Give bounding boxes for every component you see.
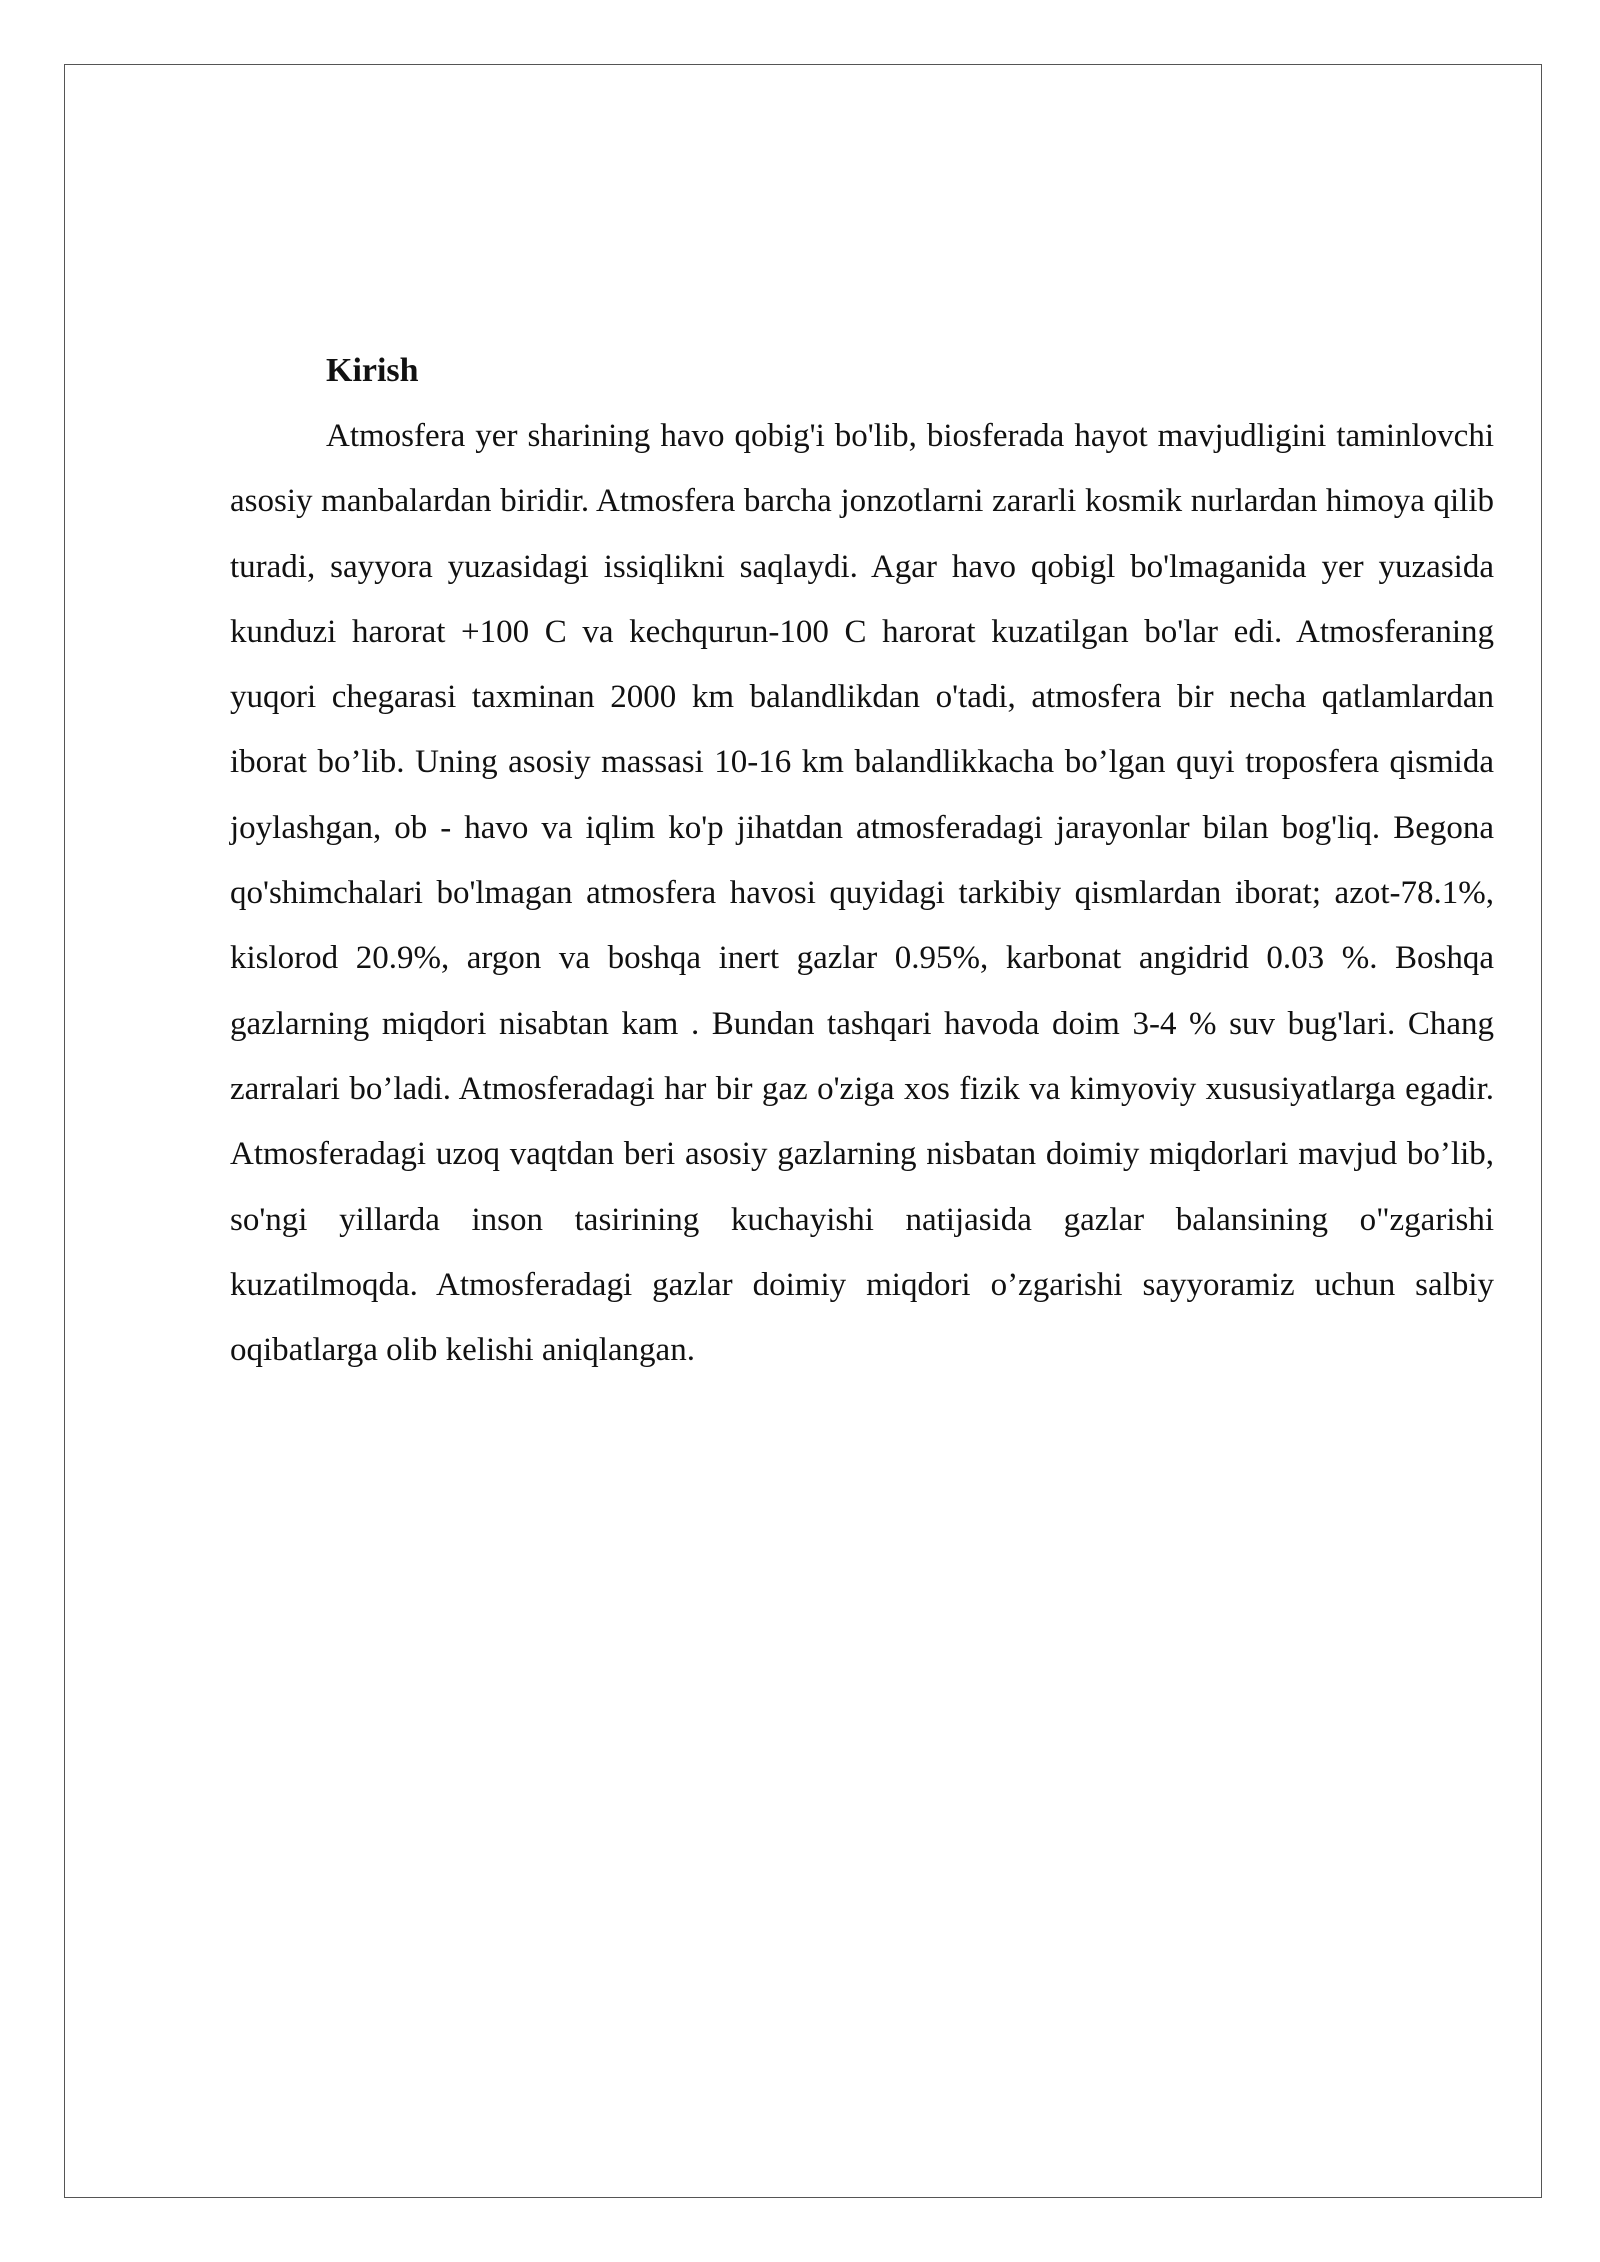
- document-body: [230, 345, 1494, 1383]
- body-paragraph: Atmosfera yer sharining havo qobig'i bo'lib, biosferada hayot mavjudligini taminlovchi asosiy manbalardan biridir. Atmosfera barcha jonzotlarni zararli kosmik nurlardan himoya qilib turadi, sayyora yuzasidagi issiqlikni saqlaydi. Agar havo qobigl bo'lmaganida yer yuzasida kunduzi harorat +100 C va kechqurun-100 C harorat kuzatilgan bo'lar edi. Atmosferaning yuqori chegarasi taxminan 2000 km balandlikdan o'tadi, atmosfera bir necha qatlamlardan iborat bo’lib. Uning asosiy massasi 10-16 km balandlikkacha bo’lgan quyi troposfera qismida joylashgan, ob - havo va iqlim ko'p jihatdan atmosferadagi jarayonlar bilan bog'liq. Begona qo'shimchalari bo'lmagan atmosfera havosi quyidagi tarkibiy qismlardan iborat; azot-78.1%, kislorod 20.9%, argon va boshqa inert gazlar 0.95%, karbonat angidrid 0.03 %. Boshqa gazlarning miqdori nisabtan kam . Bundan tashqari havoda doim 3-4 % suv bug'lari. Chang zarralari bo’ladi. Atmosferadagi har bir gaz o'ziga xos fizik va kimyoviy xususiyatlarga egadir. Atmosferadagi uzoq vaqtdan beri asosiy gazlarning nisbatan doimiy miqdorlari mavjud bo’lib, so'ngi yillarda inson tasirining kuchayishi natijasida gazlar balansining o"zgarishi kuzatilmoqda. Atmosferadagi gazlar doimiy miqdori o’zgarishi sayyoramiz uchun salbiy oqibatlarga olib kelishi aniqlangan.: [230, 418, 1494, 1369]
- section-heading: Kirish: [326, 352, 419, 389]
